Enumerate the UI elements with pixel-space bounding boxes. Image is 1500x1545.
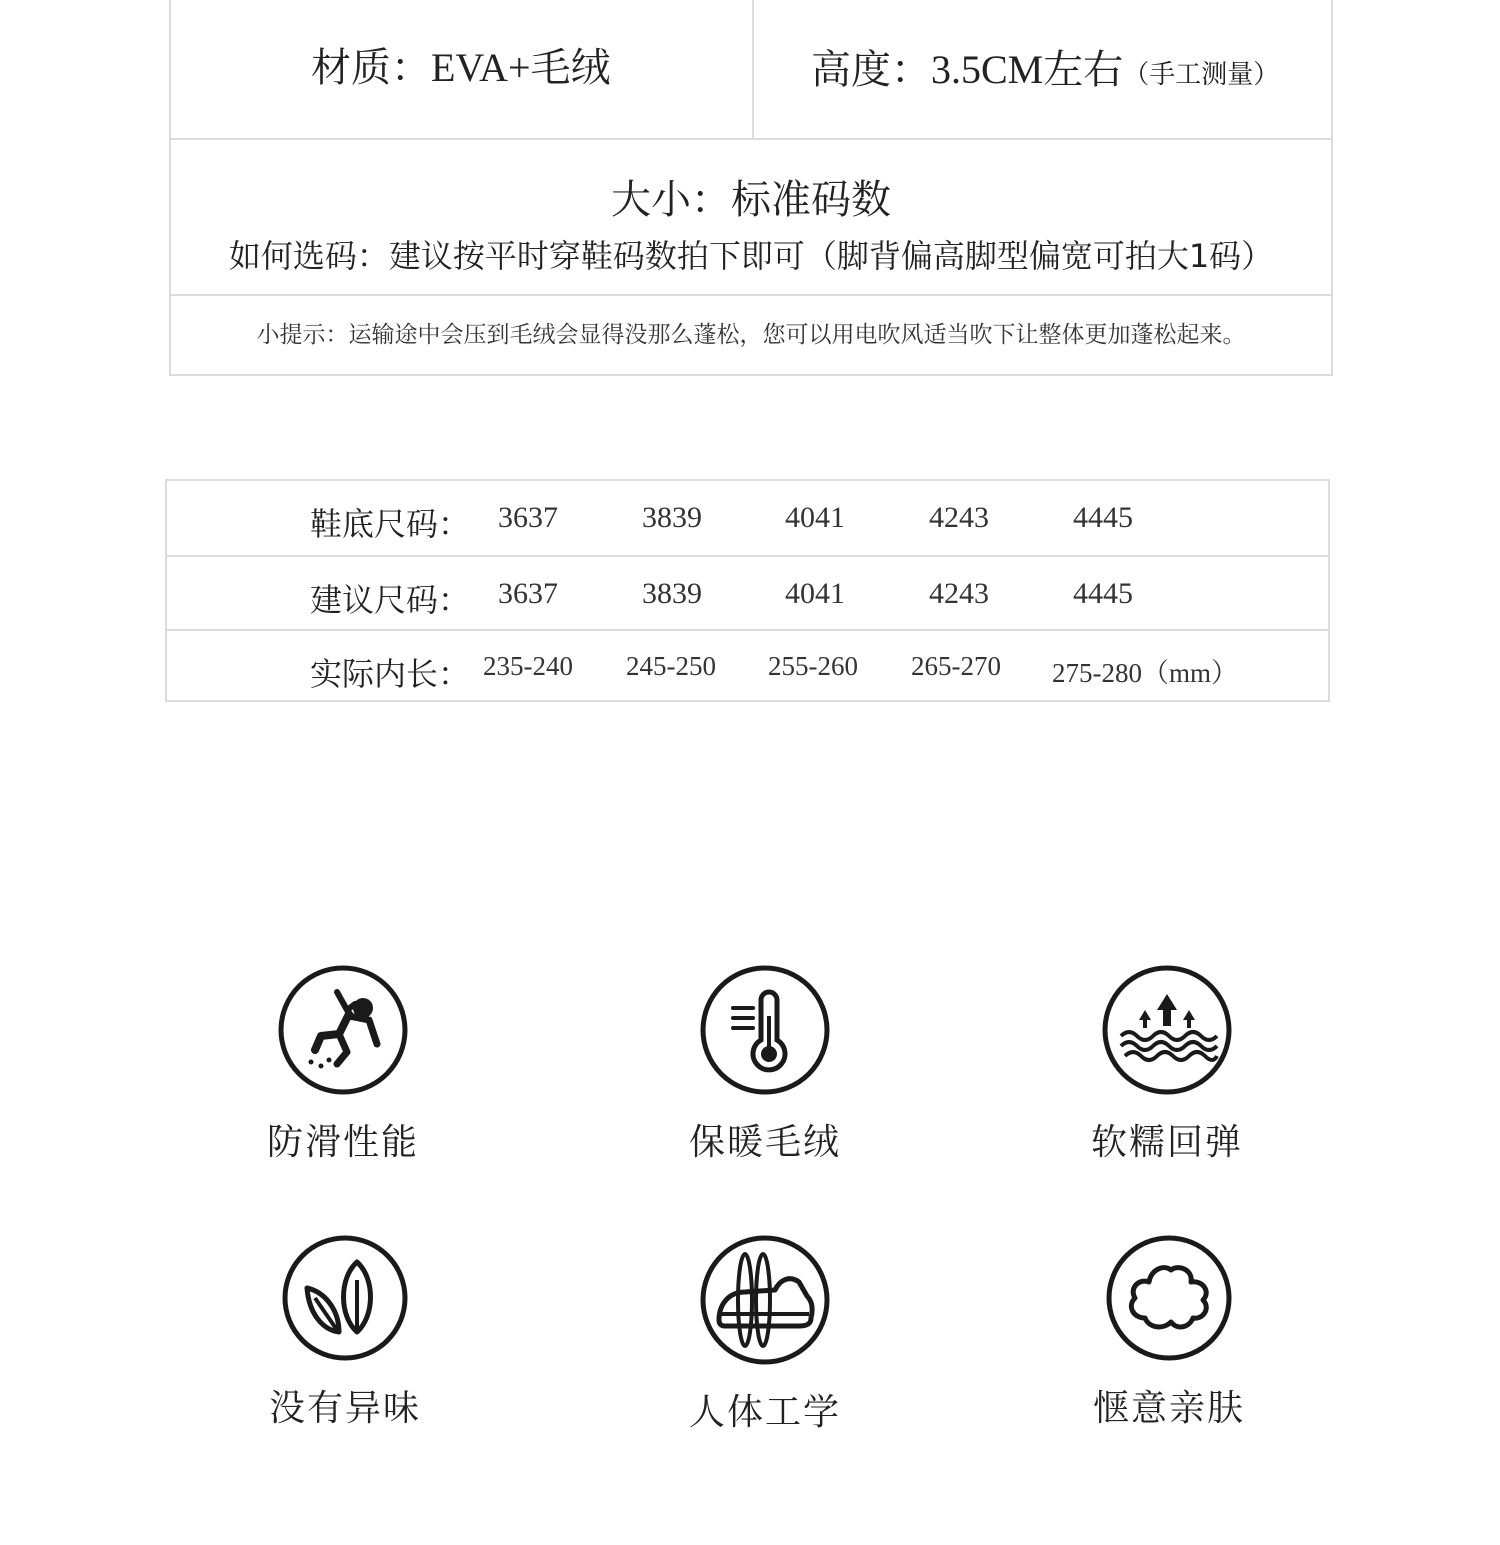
feature-skin-friendly	[1039, 1234, 1299, 1431]
rebound-wave-icon	[1101, 964, 1233, 1096]
feature-no-odor	[215, 1234, 475, 1431]
feature-anti-slip	[213, 964, 473, 1165]
table-cell: 3637	[498, 501, 558, 534]
divider	[171, 294, 1331, 296]
feature-warmth	[635, 964, 895, 1165]
table-cell: 3637	[498, 577, 558, 610]
table-cell: 4041	[785, 577, 845, 610]
table-cell: 4243	[929, 501, 989, 534]
table-cell: 245-250	[626, 651, 716, 681]
feature-label: 软糯回弹	[1090, 1122, 1243, 1163]
table-cell: 255-260	[768, 651, 858, 681]
material-text: 材质：EVA+毛绒	[311, 45, 611, 90]
divider	[752, 0, 754, 140]
size-title: 大小：标准码数	[611, 177, 891, 223]
table-cell: 265-270	[911, 651, 1001, 681]
feature-rebound	[1037, 964, 1297, 1165]
row-label: 建议尺码：	[310, 581, 471, 619]
size-table	[165, 479, 1330, 702]
leaf-icon	[281, 1234, 409, 1362]
table-cell: 4445	[1073, 577, 1133, 610]
thermometer-icon	[699, 964, 831, 1096]
feature-label: 保暖毛绒	[688, 1122, 841, 1163]
feature-ergonomic	[635, 1234, 895, 1435]
table-row	[167, 629, 1328, 705]
height-text	[811, 38, 1279, 95]
cotton-cloud-icon	[1105, 1234, 1233, 1362]
tip-text: 小提示：运输途中会压到毛绒会显得没那么蓬松，您可以用电吹风适当吹下让整体更加蓬松起来。	[256, 322, 1246, 348]
table-cell: 3839	[642, 577, 702, 610]
height-value: 高度：3.5CM左右	[811, 47, 1124, 92]
row-label: 鞋底尺码：	[310, 505, 471, 543]
row-label: 实际内长：	[310, 655, 471, 693]
table-cell: 4243	[929, 577, 989, 610]
table-row	[167, 555, 1328, 631]
table-cell: 4041	[785, 501, 845, 534]
divider	[171, 138, 1331, 140]
table-row	[167, 481, 1328, 555]
feature-label: 防滑性能	[266, 1122, 419, 1163]
ergonomic-shoe-icon	[699, 1234, 831, 1366]
height-note: （手工测量）	[1123, 60, 1280, 89]
table-cell: 4445	[1073, 501, 1133, 534]
table-cell: 3839	[642, 501, 702, 534]
product-info-box	[169, 0, 1333, 376]
feature-label: 人体工学	[688, 1392, 841, 1433]
feature-label: 没有异味	[268, 1388, 421, 1429]
table-cell: 275-280（mm）	[1052, 658, 1238, 688]
size-advice: 如何选码：建议按平时穿鞋码数拍下即可（脚背偏高脚型偏宽可拍大1码）	[228, 237, 1274, 275]
feature-label: 惬意亲肤	[1092, 1388, 1245, 1429]
table-cell: 235-240	[483, 651, 573, 681]
anti-slip-icon	[277, 964, 409, 1096]
